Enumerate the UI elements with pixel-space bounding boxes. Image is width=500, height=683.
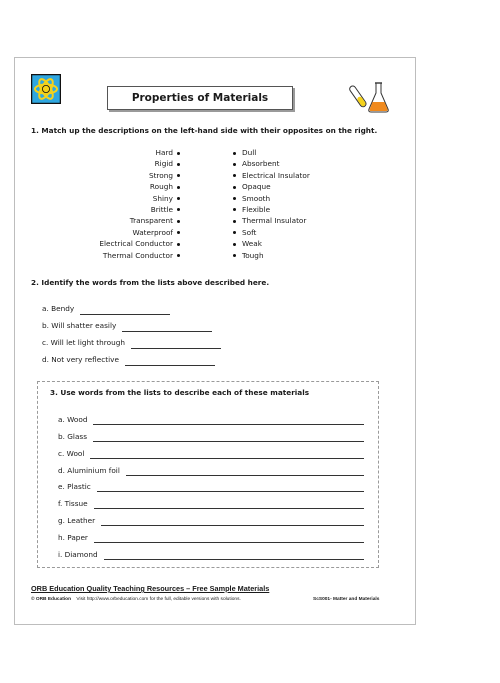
item-label: e. Plastic [58, 482, 91, 492]
item-label: a. Bendy [42, 304, 75, 313]
list-item [58, 492, 364, 509]
flask-test-tube-icon [349, 80, 391, 114]
item-label: b. Will shatter easily [42, 321, 117, 330]
item-label: i. Diamond [58, 550, 98, 560]
question-3: 3. Use words from the lists to describe each of these materials [50, 388, 310, 397]
question-3-box [37, 381, 379, 568]
list-item [58, 408, 364, 425]
bullet-dot-icon [233, 220, 236, 223]
answer-line[interactable] [97, 484, 364, 492]
match-row [15, 181, 415, 192]
answer-blank[interactable] [122, 322, 212, 332]
bullet-dot-icon [233, 174, 236, 177]
question-2-list [42, 298, 221, 366]
bullet-dot-icon [177, 174, 180, 177]
match-row [15, 238, 415, 249]
answer-line[interactable] [93, 417, 364, 425]
worksheet [14, 57, 416, 625]
bullet-dot-icon [177, 152, 180, 155]
match-right-item: Tough [242, 250, 264, 260]
bullet-dot-icon [177, 243, 180, 246]
list-item [58, 543, 364, 560]
bullet-dot-icon [233, 208, 236, 211]
bullet-dot-icon [177, 197, 180, 200]
match-row [15, 204, 415, 215]
bullet-dot-icon [233, 152, 236, 155]
list-item [58, 459, 364, 476]
footer-credits [31, 597, 241, 602]
match-left-item: Brittle [150, 204, 173, 214]
answer-line[interactable] [93, 434, 364, 442]
item-label: a. Wood [58, 414, 88, 424]
item-label: c. Will let light through [42, 338, 125, 347]
match-row [15, 227, 415, 238]
match-right-item: Absorbent [242, 159, 280, 169]
bullet-dot-icon [233, 231, 236, 234]
bullet-dot-icon [177, 254, 180, 257]
answer-blank[interactable] [125, 356, 215, 366]
bullet-dot-icon [177, 186, 180, 189]
match-left-item: Hard [155, 148, 173, 157]
match-row [15, 193, 415, 204]
list-item [58, 526, 364, 543]
bullet-dot-icon [177, 163, 180, 166]
page-title: Properties of Materials [107, 86, 293, 110]
footer-visit-link[interactable]: Visit http://www.orbeducation.com for the full, editable versions with solutions. [76, 597, 241, 602]
bullet-dot-icon [177, 220, 180, 223]
match-left-item: Transparent [129, 216, 173, 226]
bullet-dot-icon [177, 231, 180, 234]
bullet-dot-icon [177, 208, 180, 211]
list-item [58, 509, 364, 526]
list-item [42, 315, 221, 332]
list-item [58, 476, 364, 493]
match-left-item: Thermal Conductor [102, 250, 173, 260]
match-left-item: Waterproof [132, 227, 173, 237]
answer-line[interactable] [101, 518, 364, 526]
match-row [15, 215, 415, 226]
matching-lists [15, 147, 415, 261]
item-label: h. Paper [58, 533, 88, 543]
match-left-item: Electrical Conductor [99, 239, 173, 249]
bullet-dot-icon [233, 243, 236, 246]
answer-blank[interactable] [80, 305, 170, 315]
match-left-item: Rough [149, 182, 173, 192]
answer-line[interactable] [94, 535, 364, 543]
footer-copyright: © ORB Education [31, 597, 72, 602]
question-3-list [58, 408, 364, 560]
answer-blank[interactable] [131, 339, 221, 349]
answer-line[interactable] [94, 501, 364, 509]
match-right-item: Thermal Insulator [242, 216, 307, 226]
question-2: 2. Identify the words from the lists above described here. [31, 278, 270, 287]
item-label: b. Glass [58, 431, 88, 441]
match-row [15, 170, 415, 181]
match-row [15, 147, 415, 158]
match-right-item: Opaque [242, 182, 271, 192]
list-item [58, 425, 364, 442]
match-left-item: Strong [148, 170, 173, 180]
item-label: f. Tissue [58, 499, 88, 509]
list-item [58, 442, 364, 459]
item-label: g. Leather [58, 516, 96, 526]
match-right-item: Smooth [242, 193, 271, 203]
item-label: c. Wool [58, 448, 85, 458]
answer-line[interactable] [104, 552, 364, 560]
answer-line[interactable] [126, 468, 364, 476]
match-left-item: Shiny [152, 193, 173, 203]
match-right-item: Weak [242, 239, 262, 249]
match-row [15, 158, 415, 169]
footer-code: ScS001- Matter and Materials [313, 597, 380, 602]
bullet-dot-icon [233, 254, 236, 257]
bullet-dot-icon [233, 186, 236, 189]
match-row [15, 250, 415, 261]
bullet-dot-icon [233, 197, 236, 200]
match-left-item: Rigid [154, 159, 173, 169]
footer-title: ORB Education Quality Teaching Resources – Free Sample Materials [31, 584, 270, 593]
item-label: d. Not very reflective [42, 355, 119, 364]
item-label: d. Aluminium foil [58, 465, 120, 475]
bullet-dot-icon [233, 163, 236, 166]
match-right-item: Electrical Insulator [242, 170, 310, 180]
match-right-item: Flexible [242, 204, 271, 214]
answer-line[interactable] [90, 451, 364, 459]
atom-logo-icon [31, 74, 61, 104]
match-right-item: Dull [242, 148, 257, 157]
match-right-item: Soft [242, 227, 257, 237]
question-1: 1. Match up the descriptions on the left-hand side with their opposites on the right. [31, 126, 378, 135]
list-item [42, 298, 221, 315]
list-item [42, 349, 221, 366]
list-item [42, 332, 221, 349]
